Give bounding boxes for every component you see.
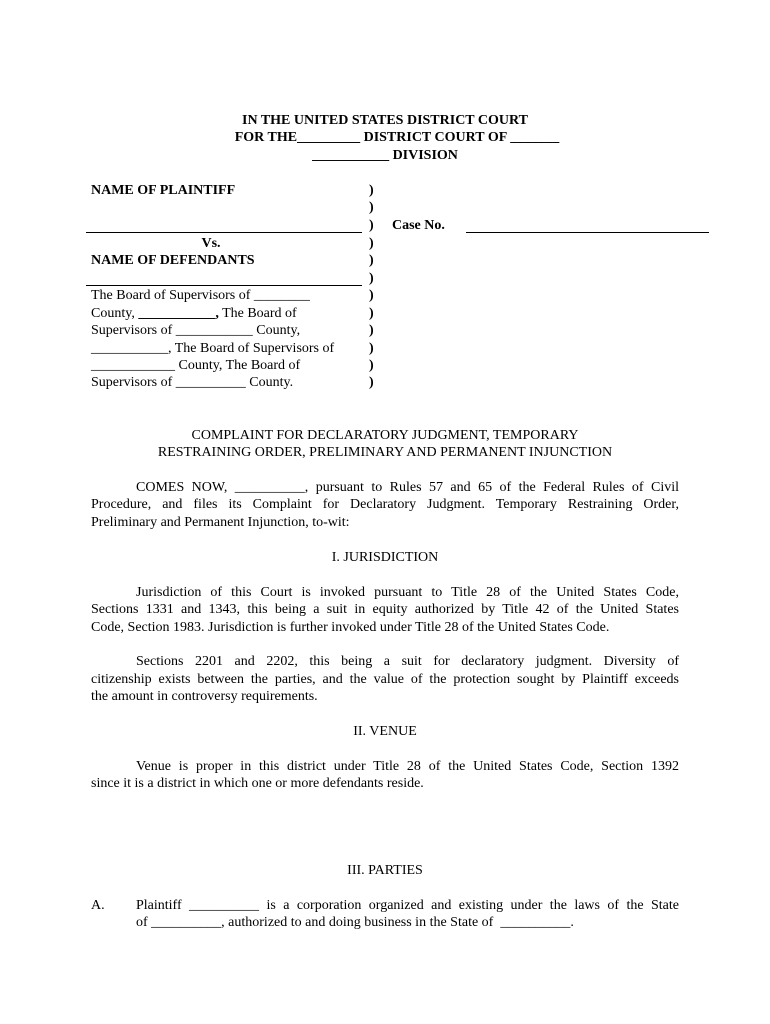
jurisdiction-p2-line-2: citizenship exists between the parties, and the value of the protection sought by Plaintiff exceeds	[91, 672, 679, 687]
caption-paren: )	[369, 271, 374, 286]
parties-item-a-line-2: of __________, authorized to and doing business in the State of __________.	[136, 915, 574, 930]
caption-paren: )	[369, 323, 374, 338]
case-no-label: Case No.	[392, 218, 445, 233]
plaintiff-label: NAME OF PLAINTIFF	[91, 183, 236, 198]
caption-paren: )	[369, 183, 374, 198]
defendants-line-1: The Board of Supervisors of ________	[91, 288, 310, 303]
jurisdiction-p1-line-2: Sections 1331 and 1343, this being a suit in equity authorized by Title 42 of the United States	[91, 602, 679, 617]
defendants-line-5: ____________ County, The Board of	[91, 358, 301, 373]
jurisdiction-p1-line-3: Code, Section 1983. Jurisdiction is further invoked under Title 28 of the United States Code.	[91, 620, 610, 635]
plaintiff-signature-rule	[86, 232, 362, 233]
caption-paren: )	[369, 358, 374, 373]
case-no-rule	[466, 232, 709, 233]
parties-item-a-line-1: Plaintiff __________ is a corporation organized and existing under the laws of the State	[136, 898, 679, 913]
caption-paren: )	[369, 375, 374, 390]
defendants-line-2	[91, 305, 297, 322]
parties-item-a-label: A.	[91, 898, 105, 913]
defendants-blank-bold: ___________,	[138, 306, 219, 321]
jurisdiction-p2-line-3: the amount in controversy requirements.	[91, 689, 318, 704]
court-header-line-1: IN THE UNITED STATES DISTRICT COURT	[242, 113, 528, 128]
complaint-title-line-1: COMPLAINT FOR DECLARATORY JUDGMENT, TEMPORARY	[191, 428, 579, 443]
caption-paren: )	[369, 200, 374, 215]
defendants-line-3: Supervisors of ___________ County,	[91, 323, 301, 338]
caption-paren: )	[369, 218, 374, 233]
jurisdiction-heading: I. JURISDICTION	[331, 550, 439, 565]
caption-paren: )	[369, 341, 374, 356]
vs-label: Vs.	[201, 236, 221, 251]
intro-line-3: Preliminary and Permanent Injunction, to-wit:	[91, 515, 350, 530]
court-header-line-3: ___________ DIVISION	[312, 148, 458, 163]
defendants-line-6: Supervisors of __________ County.	[91, 375, 294, 390]
venue-line-2: since it is a district in which one or more defendants reside.	[91, 776, 424, 791]
venue-line-1: Venue is proper in this district under Title 28 of the United States Code, Section 1392	[136, 759, 679, 774]
jurisdiction-p2-line-1: Sections 2201 and 2202, this being a suit for declaratory judgment. Diversity of	[136, 654, 679, 669]
intro-line-2: Procedure, and files its Complaint for Declaratory Judgment. Temporary Restraining Order,	[91, 497, 679, 512]
caption-paren: )	[369, 288, 374, 303]
defendants-line-4: ___________, The Board of Supervisors of	[91, 341, 335, 356]
caption-paren: )	[369, 253, 374, 268]
caption-paren: )	[369, 306, 374, 321]
jurisdiction-p1-line-1: Jurisdiction of this Court is invoked pursuant to Title 28 of the United States Code,	[136, 585, 679, 600]
venue-heading: II. VENUE	[353, 724, 417, 739]
intro-line-1: COMES NOW, __________, pursuant to Rules 57 and 65 of the Federal Rules of Civil	[136, 480, 679, 495]
defendants-line-2-text: County,	[91, 306, 139, 321]
complaint-title-line-2: RESTRAINING ORDER, PRELIMINARY AND PERMANENT INJUNCTION	[157, 445, 613, 460]
caption-paren: )	[369, 236, 374, 251]
defendants-rule	[86, 285, 362, 286]
defendants-label: NAME OF DEFENDANTS	[91, 253, 255, 268]
defendants-line-2-tail: The Board of	[218, 306, 297, 321]
parties-heading: III. PARTIES	[347, 863, 423, 878]
court-header-line-2: FOR THE_________ DISTRICT COURT OF _______	[234, 130, 560, 145]
